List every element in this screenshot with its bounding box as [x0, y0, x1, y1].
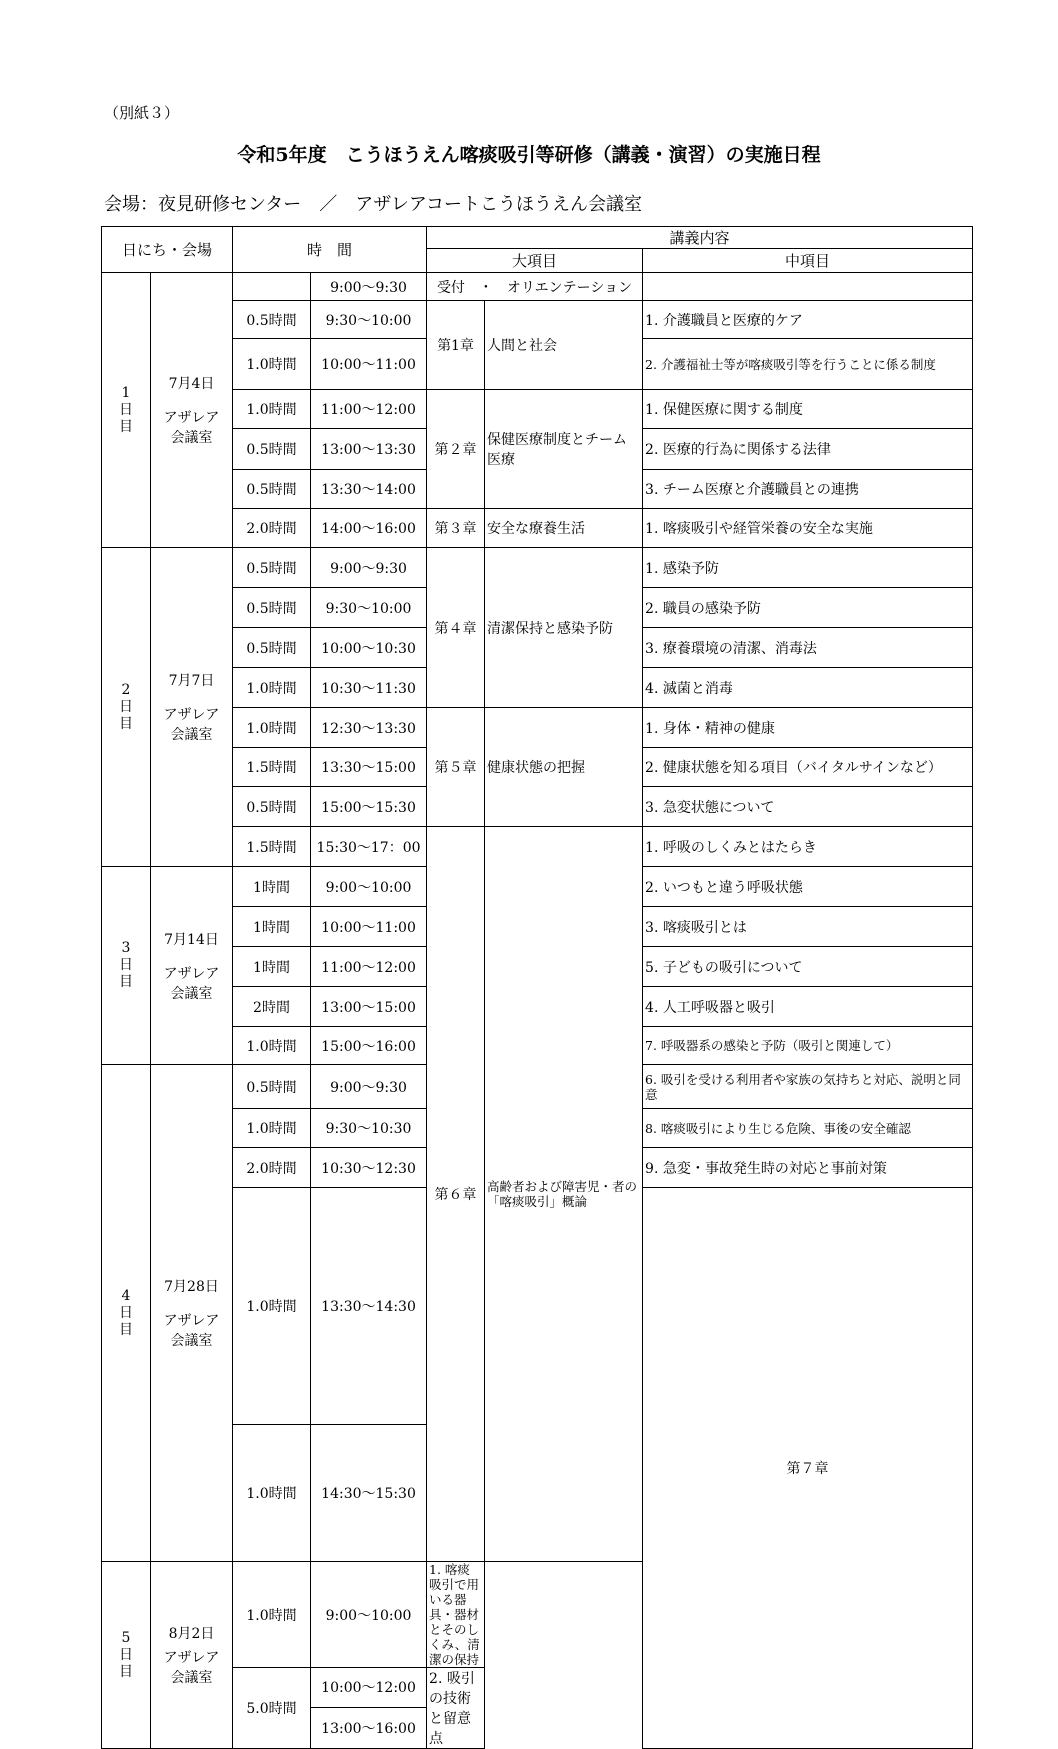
duration-cell: 0.5時間 [233, 1065, 311, 1109]
day-date-venue: 7月28日 アザレア 会議室 [151, 1065, 233, 1562]
time-cell: 15:00～15:30 [311, 787, 427, 827]
time-cell: 13:30～14:30 [311, 1188, 427, 1425]
minor-item-cell: 3. 療養環境の清潔、消毒法 [643, 628, 973, 668]
minor-item-cell: 2. 吸引の技術と留意点 [427, 1668, 485, 1749]
duration-cell: 2時間 [233, 987, 311, 1027]
day-number: 4 日 目 [102, 1065, 151, 1562]
chapter-label: 第５章 [427, 708, 485, 827]
table-row [102, 708, 973, 748]
day-number: 5 日 目 [102, 1562, 151, 1749]
table-row [102, 548, 973, 588]
duration-cell: 2.0時間 [233, 509, 311, 548]
time-cell: 14:00～16:00 [311, 509, 427, 548]
header-date-venue: 日にち・会場 [102, 227, 233, 273]
duration-cell: 1.0時間 [233, 1425, 311, 1562]
minor-item-cell: 3. 急変状態について [643, 787, 973, 827]
minor-item-cell: 2. 職員の感染予防 [643, 588, 973, 628]
duration-cell: 0.5時間 [233, 470, 311, 509]
chapter-label: 第７章 [643, 1188, 973, 1749]
duration-cell: 1.0時間 [233, 1188, 311, 1425]
time-cell: 9:00～9:30 [311, 548, 427, 588]
duration-cell: 1.0時間 [233, 708, 311, 748]
duration-cell: 0.5時間 [233, 548, 311, 588]
day-date-venue: 7月14日 アザレア 会議室 [151, 867, 233, 1065]
duration-cell: 0.5時間 [233, 628, 311, 668]
reception-cell: 受付 ・ オリエンテーション [427, 273, 643, 301]
table-row [102, 273, 973, 301]
header-lecture: 講義内容 [427, 227, 973, 249]
day-number: 3 日 目 [102, 867, 151, 1065]
chapter-name: 健康状態の把握 [485, 708, 643, 827]
attachment-label: （別紙３） [104, 104, 180, 122]
minor-item-cell: 6. 吸引を受ける利用者や家族の気持ちと対応、説明と同意 [643, 1065, 973, 1109]
venue-line: 会場：夜見研修センター ／ アザレアコートこうほうえん会議室 [104, 194, 643, 215]
chapter-name: 安全な療養生活 [485, 509, 643, 548]
time-cell: 13:30～15:00 [311, 748, 427, 787]
header-minor: 中項目 [643, 249, 973, 273]
time-cell: 9:00～10:00 [311, 867, 427, 907]
header-major: 大項目 [427, 249, 643, 273]
chapter-label: 第２章 [427, 390, 485, 509]
minor-item-cell: 9. 急変・事故発生時の対応と事前対策 [643, 1148, 973, 1188]
time-cell: 9:30～10:00 [311, 588, 427, 628]
chapter-name: 高齢者および障害児・者の「喀痰吸引」概論 [485, 827, 643, 1562]
duration-cell: 1.0時間 [233, 1027, 311, 1065]
time-cell: 9:30～10:00 [311, 301, 427, 339]
duration-cell: 0.5時間 [233, 588, 311, 628]
minor-item-cell: 1. 身体・精神の健康 [643, 708, 973, 748]
time-cell: 13:00～15:00 [311, 987, 427, 1027]
time-cell: 9:00～9:30 [311, 1065, 427, 1109]
minor-item-cell: 2. いつもと違う呼吸状態 [643, 867, 973, 907]
time-cell: 13:00～13:30 [311, 429, 427, 470]
duration-cell: 1時間 [233, 907, 311, 947]
page-title: 令和5年度 こうほうえん喀痰吸引等研修（講義・演習）の実施日程 [237, 144, 821, 166]
table-row [102, 390, 973, 429]
minor-item-cell: 1. 喀痰吸引や経管栄養の安全な実施 [643, 509, 973, 548]
minor-item-cell: 4. 滅菌と消毒 [643, 668, 973, 708]
time-cell: 9:00～10:00 [311, 1562, 427, 1668]
time-cell: 10:30～11:30 [311, 668, 427, 708]
time-cell: 9:00～9:30 [311, 273, 427, 301]
minor-item-cell: 3. 喀痰吸引とは [643, 907, 973, 947]
duration-cell: 1.0時間 [233, 1562, 311, 1668]
day-date-venue: 8月2日 アザレア 会議室 [151, 1562, 233, 1749]
duration-cell: 1.0時間 [233, 1109, 311, 1148]
minor-item-cell: 1. 感染予防 [643, 548, 973, 588]
table-row [102, 509, 973, 548]
time-cell: 11:00～12:00 [311, 390, 427, 429]
time-cell: 10:00～11:00 [311, 907, 427, 947]
table-row [102, 827, 973, 867]
time-cell: 13:00～16:00 [311, 1707, 427, 1748]
day-number: 1 日 目 [102, 273, 151, 548]
minor-item-cell: 2. 医療的行為に関係する法律 [643, 429, 973, 470]
duration-cell: 5.0時間 [233, 1668, 311, 1749]
minor-item-cell: 2. 健康状態を知る項目（バイタルサインなど） [643, 748, 973, 787]
minor-item-cell: 1. 呼吸のしくみとはたらき [643, 827, 973, 867]
minor-item-cell: 1. 保健医療に関する制度 [643, 390, 973, 429]
minor-item-cell: 3. チーム医療と介護職員との連携 [643, 470, 973, 509]
duration-cell: 1.0時間 [233, 668, 311, 708]
time-cell: 12:30～13:30 [311, 708, 427, 748]
chapter-name: 清潔保持と感染予防 [485, 548, 643, 708]
time-cell: 15:30～17：00 [311, 827, 427, 867]
chapter-label: 第３章 [427, 509, 485, 548]
duration-cell: 1時間 [233, 947, 311, 987]
minor-item-cell: 2. 介護福祉士等が喀痰吸引等を行うことに係る制度 [643, 339, 973, 390]
time-cell: 10:00～11:00 [311, 339, 427, 390]
time-cell: 10:00～12:00 [311, 1668, 427, 1708]
day-date-venue: 7月4日 アザレア 会議室 [151, 273, 233, 548]
duration-cell: 2.0時間 [233, 1148, 311, 1188]
minor-item-cell: 7. 呼吸器系の感染と予防（吸引と関連して） [643, 1027, 973, 1065]
chapter-name: 保健医療制度とチーム医療 [485, 390, 643, 509]
duration-cell: 0.5時間 [233, 429, 311, 470]
duration-cell [233, 273, 311, 301]
header-row-1 [102, 227, 973, 249]
chapter-label: 第６章 [427, 827, 485, 1562]
duration-cell: 0.5時間 [233, 301, 311, 339]
duration-cell: 1.5時間 [233, 827, 311, 867]
chapter-name: 人間と社会 [485, 301, 643, 390]
minor-item-cell: 4. 人工呼吸器と吸引 [643, 987, 973, 1027]
duration-cell: 1.0時間 [233, 339, 311, 390]
minor-item-cell: 5. 子どもの吸引について [643, 947, 973, 987]
time-cell: 15:00～16:00 [311, 1027, 427, 1065]
time-cell: 14:30～15:30 [311, 1425, 427, 1562]
minor-item-cell [643, 273, 973, 301]
time-cell: 10:00～10:30 [311, 628, 427, 668]
time-cell: 11:00～12:00 [311, 947, 427, 987]
day-number: 2 日 目 [102, 548, 151, 867]
header-time: 時 間 [233, 227, 427, 273]
day-date-venue: 7月7日 アザレア 会議室 [151, 548, 233, 867]
duration-cell: 1.5時間 [233, 748, 311, 787]
minor-item-cell: 1. 喀痰吸引で用いる器具・器材とそのしくみ、清潔の保持 [427, 1562, 485, 1668]
minor-item-cell: 8. 喀痰吸引により生じる危険、事後の安全確認 [643, 1109, 973, 1148]
chapter-label: 第1章 [427, 301, 485, 390]
time-cell: 13:30～14:00 [311, 470, 427, 509]
schedule-table [101, 226, 973, 1749]
table-row [102, 301, 973, 339]
duration-cell: 0.5時間 [233, 787, 311, 827]
time-cell: 9:30～10:30 [311, 1109, 427, 1148]
duration-cell: 1.0時間 [233, 390, 311, 429]
minor-item-cell: 1. 介護職員と医療的ケア [643, 301, 973, 339]
duration-cell: 1時間 [233, 867, 311, 907]
time-cell: 10:30～12:30 [311, 1148, 427, 1188]
chapter-label: 第４章 [427, 548, 485, 708]
